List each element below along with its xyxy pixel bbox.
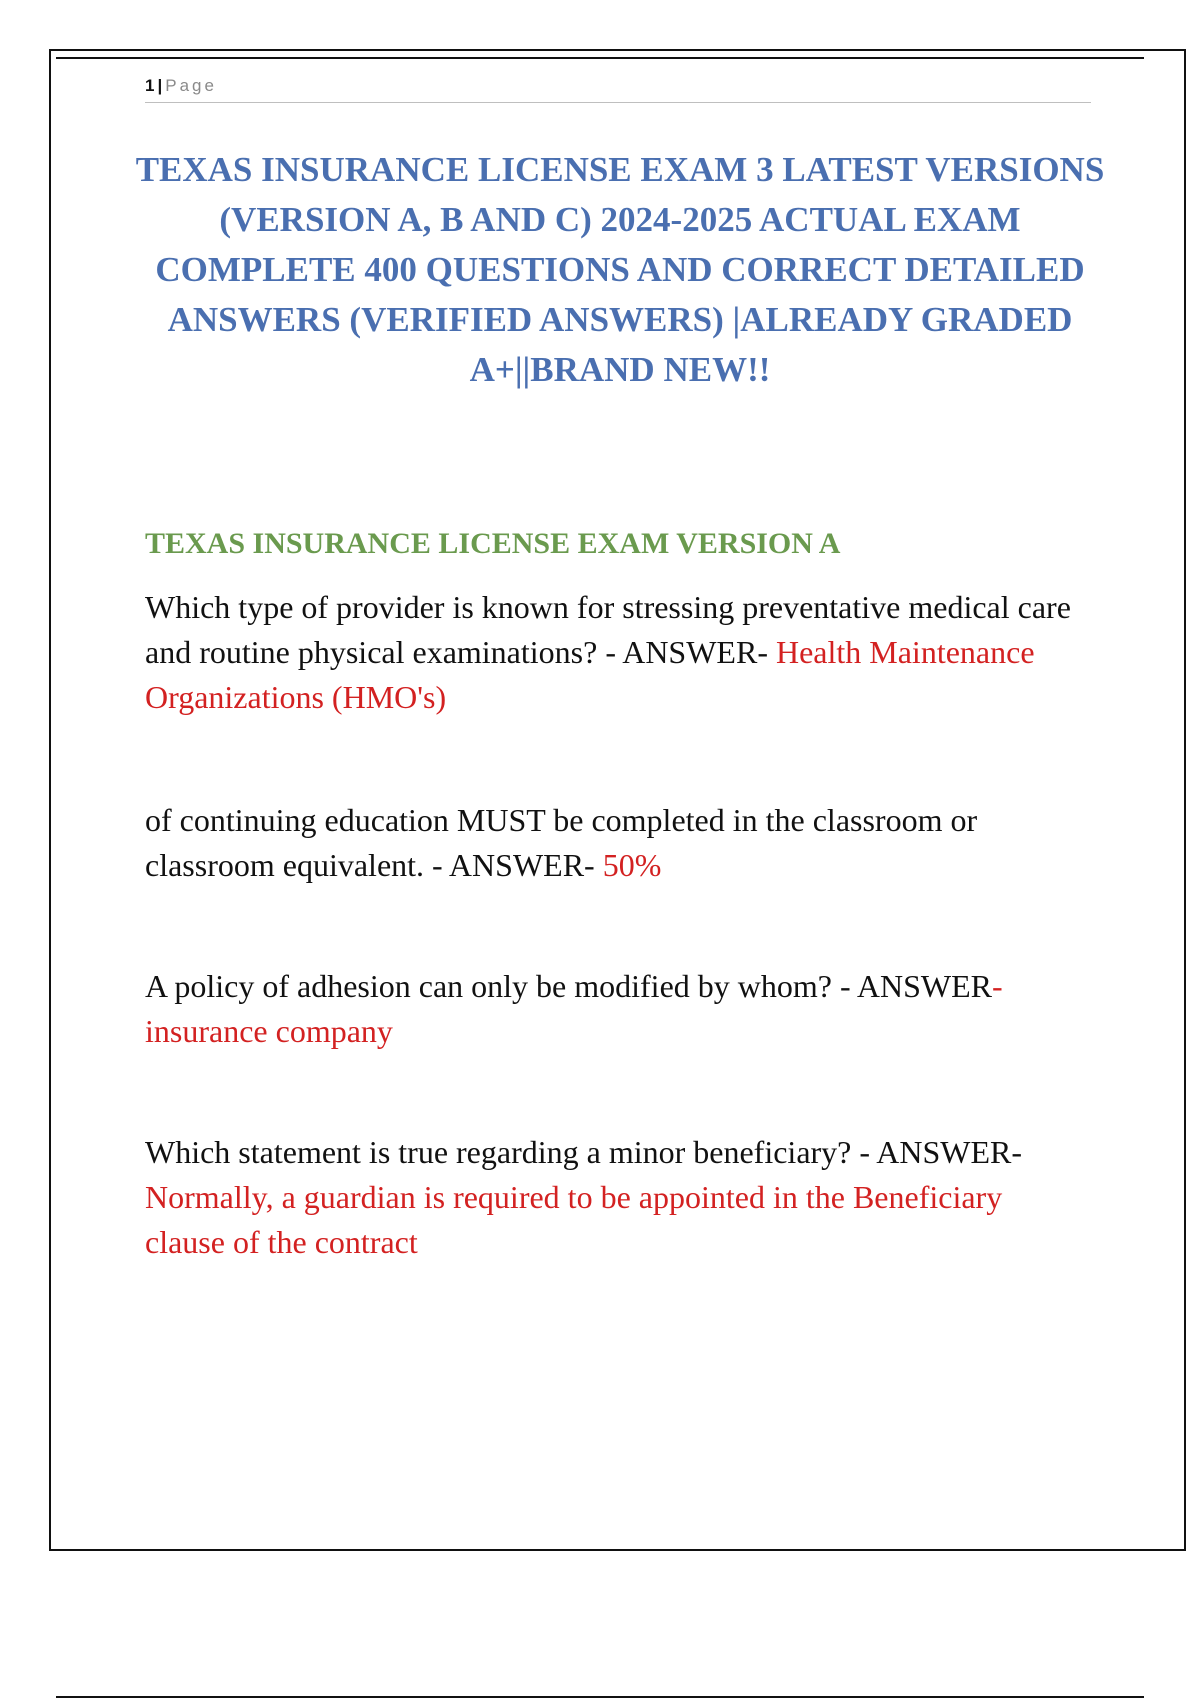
top-rule	[56, 57, 1144, 59]
question-item	[145, 1130, 1075, 1265]
answer-text: 50%	[594, 847, 662, 883]
bottom-rule	[56, 1696, 1144, 1698]
answer-text: - insurance company	[145, 968, 1003, 1049]
page-number: 1	[145, 76, 155, 95]
question-item	[145, 964, 1075, 1054]
page-label: Page	[165, 76, 217, 95]
question-item	[145, 798, 1075, 888]
page-header	[145, 72, 1091, 103]
document-title: TEXAS INSURANCE LICENSE EXAM 3 LATEST VERSIONS (VERSION A, B AND C) 2024-2025 ACTUAL EXAM COMPLETE 400 QUESTIONS AND CORRECT DETAILED ANSWERS (VERIFIED ANSWERS) |ALREADY GRADED A+||BRAND NEW!!	[135, 150, 1105, 389]
question-text: of continuing education MUST be completed in the classroom or classroom equivalent. - ANSWER-	[145, 802, 978, 883]
answer-text: Health Maintenance Organizations (HMO's)	[145, 634, 1035, 715]
version-heading: TEXAS INSURANCE LICENSE EXAM VERSION A	[145, 527, 841, 560]
page-separator: |	[157, 76, 163, 95]
question-item	[145, 585, 1075, 720]
question-text: A policy of adhesion can only be modified by whom? - ANSWER	[145, 968, 992, 1004]
question-text: Which type of provider is known for stressing preventative medical care and routine physical examinations? - ANSWER-	[145, 589, 1071, 670]
question-text: Which statement is true regarding a minor beneficiary? - ANSWER-	[145, 1134, 1023, 1170]
answer-text: Normally, a guardian is required to be appointed in the Beneficiary clause of the contract	[145, 1179, 1003, 1260]
